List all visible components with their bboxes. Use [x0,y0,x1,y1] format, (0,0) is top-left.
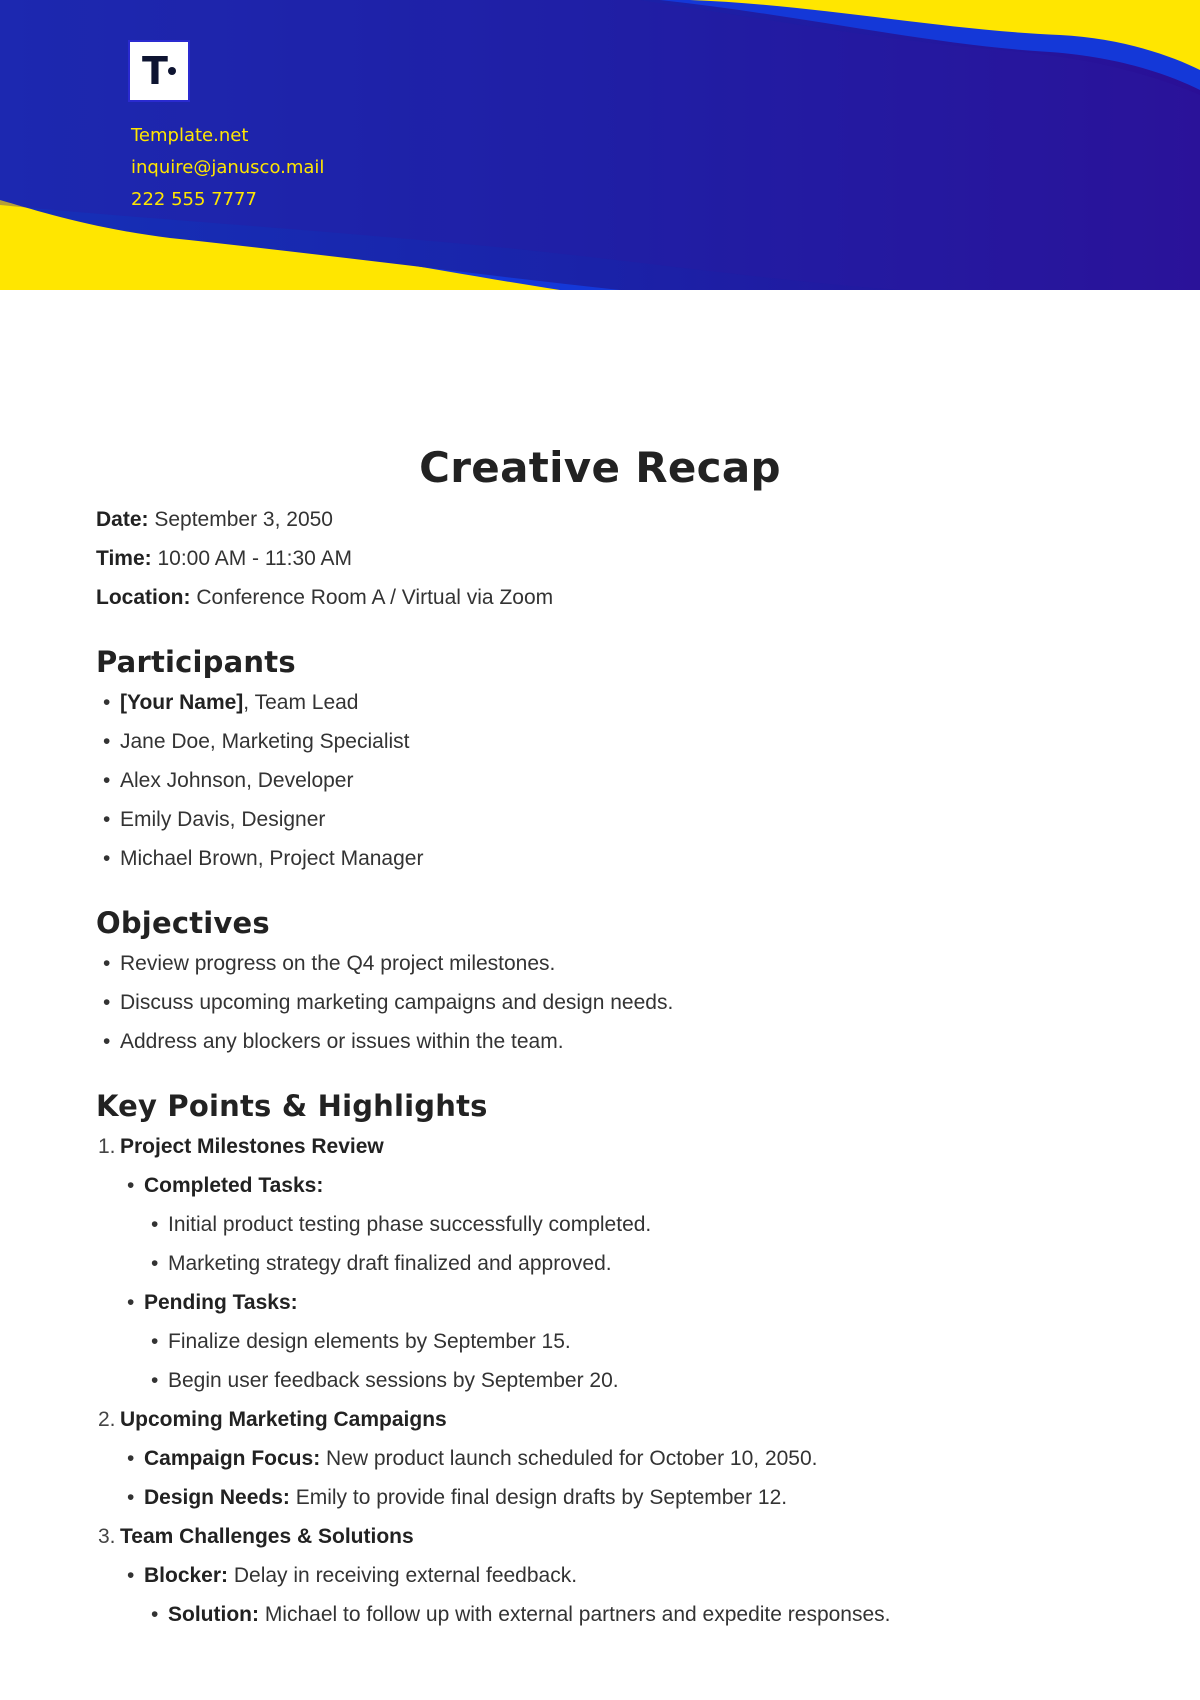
key-point-title: Upcoming Marketing Campaigns [120,1408,447,1431]
completed-tasks-list [144,1205,1116,1283]
milestones-sublist [120,1166,1116,1205]
participant-item [96,722,1116,761]
meta-time-value: 10:00 AM - 11:30 AM [157,547,353,570]
pending-task-item: • Finalize design elements by September 15. [144,1322,1116,1361]
pending-sublist [120,1283,1116,1322]
participant-text: Alex Johnson, Developer [120,769,354,792]
meta-time [96,539,1116,578]
meta-location [96,578,1116,617]
challenges-sublist [120,1556,1116,1595]
completed-task-item: • Marketing strategy draft finalized and approved. [144,1244,1116,1283]
document-title: Creative Recap [419,443,781,492]
campaign-focus-label: Campaign Focus: [144,1447,321,1470]
blocker-text: Delay in receiving external feedback. [228,1564,578,1587]
key-point-2 [96,1400,1116,1439]
participant-text: Jane Doe, Marketing Specialist [120,730,410,753]
key-point-number: 3. [98,1525,116,1548]
participants-list [96,683,1116,878]
meta-time-label: Time: [96,547,152,570]
objectives-list [96,944,1116,1061]
participant-item [96,839,1116,878]
pending-tasks-label [120,1283,1116,1322]
company-logo [128,40,190,102]
contact-phone: 222 555 7777 [131,189,257,210]
objective-item: • Address any blockers or issues within the team. [96,1022,1116,1061]
meta-location-label: Location: [96,586,191,609]
blocker-item [120,1556,1116,1595]
key-points-heading: Key Points & Highlights [96,1089,488,1123]
meta-date-label: Date: [96,508,149,531]
logo-letter: T [142,49,166,93]
participant-text: Emily Davis, Designer [120,808,326,831]
document-content [96,500,1116,1634]
solution-label: Solution: [168,1603,259,1626]
meta-date-value: September 3, 2050 [154,508,333,531]
blocker-label: Blocker: [144,1564,229,1587]
participant-item [96,761,1116,800]
solution-text: Michael to follow up with external partners and expedite responses. [258,1603,891,1626]
meta-date [96,500,1116,539]
pending-task-item: • Begin user feedback sessions by September 20. [144,1361,1116,1400]
completed-task-item: • Initial product testing phase successfully completed. [144,1205,1116,1244]
campaign-focus-text: New product launch scheduled for October 10, 2050. [320,1447,818,1470]
design-needs-text: Emily to provide final design drafts by September 12. [289,1486,788,1509]
participant-text: Michael Brown, Project Manager [120,847,424,870]
key-point-3 [96,1517,1116,1556]
participants-heading: Participants [96,645,296,679]
participant-text: , Team Lead [243,691,359,714]
solution-sublist [144,1595,1116,1634]
design-needs-label: Design Needs: [144,1486,290,1509]
completed-tasks-label-text: Completed Tasks: [144,1174,324,1197]
contact-email[interactable]: inquire@janusco.mail [131,157,325,178]
solution-item [144,1595,1116,1634]
header-banner [0,0,1200,290]
objective-item: • Discuss upcoming marketing campaigns and design needs. [96,983,1116,1022]
key-point-number: 1. [98,1135,116,1158]
campaign-focus-item [120,1439,1116,1478]
participant-item [96,683,1116,722]
objectives-heading: Objectives [96,906,270,940]
participant-item [96,800,1116,839]
completed-tasks-label [120,1166,1116,1205]
marketing-sublist [120,1439,1116,1517]
contact-website[interactable]: Template.net [131,125,249,146]
key-point-title: Project Milestones Review [120,1135,384,1158]
objective-item: • Review progress on the Q4 project milestones. [96,944,1116,983]
design-needs-item [120,1478,1116,1517]
contact-info [131,120,324,216]
participant-name-bold: [Your Name] [120,691,244,714]
key-point-title: Team Challenges & Solutions [120,1525,414,1548]
key-point-number: 2. [98,1408,116,1431]
logo-dot [168,67,176,75]
pending-tasks-label-text: Pending Tasks: [144,1291,298,1314]
meta-location-value: Conference Room A / Virtual via Zoom [196,586,554,609]
key-point-1 [96,1127,1116,1166]
pending-tasks-list [144,1322,1116,1400]
